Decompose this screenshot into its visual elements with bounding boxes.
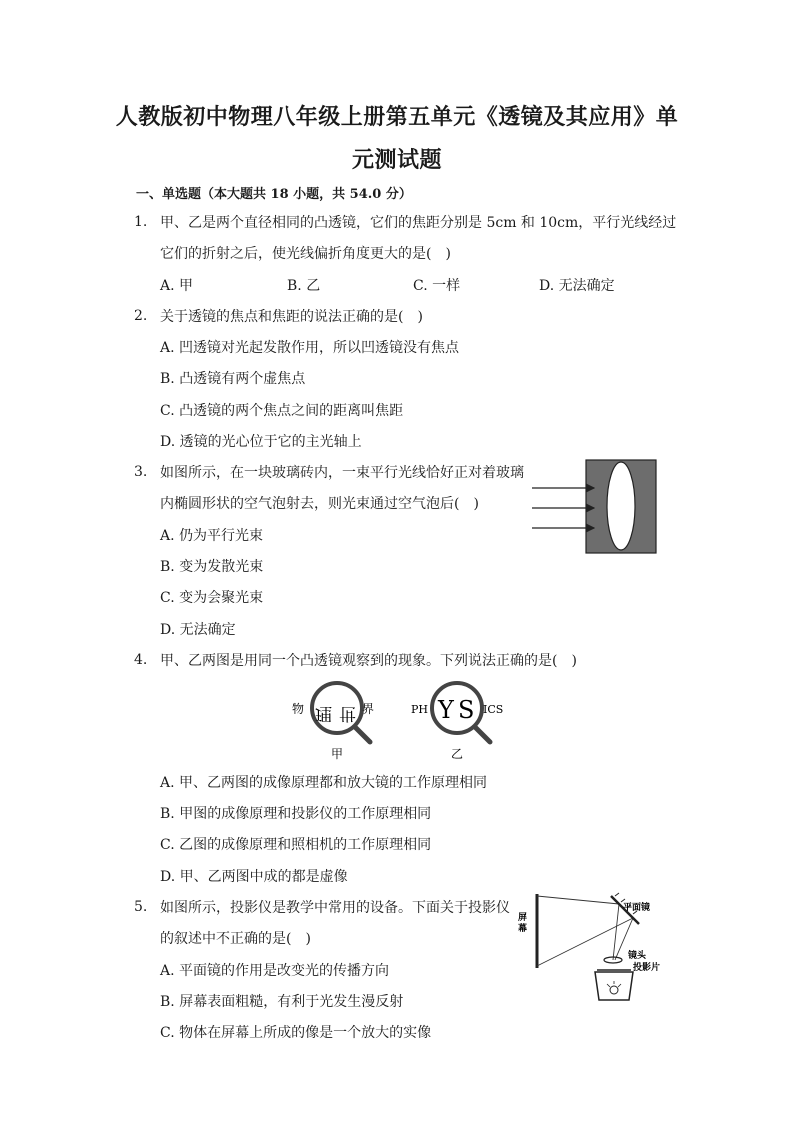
text-li-inverted: 理 [315, 703, 332, 723]
caption-jia: 甲 [331, 747, 344, 761]
option-d: D. 无法确定 [539, 278, 615, 294]
mirror-label: 平面镜 [623, 903, 651, 913]
option-d: D. 透镜的光心位于它的主光轴上 [160, 434, 362, 450]
text-wu: 物 [292, 702, 305, 716]
question-number: 1. [134, 214, 148, 230]
text-y: Y [438, 696, 454, 724]
option-c: C. 物体在屏幕上所成的像是一个放大的实像 [160, 1025, 432, 1041]
text-s: S [458, 696, 475, 724]
glass-block-figure [530, 458, 660, 556]
light-ray [537, 918, 633, 966]
question-text: 如图所示，投影仪是教学中常用的设备。下面关于投影仪 [160, 900, 510, 916]
question-text: 它们的折射之后，使光线偏折角度更大的是( ) [160, 246, 451, 262]
option-c: C. 乙图的成像原理和照相机的工作原理相同 [160, 837, 432, 853]
page-title-line2: 元测试题 [351, 147, 442, 173]
screen-label [518, 911, 530, 934]
question-text: 甲、乙是两个直径相同的凸透镜，它们的焦距分别是 5cm 和 10cm，平行光线经过 [160, 215, 677, 231]
text-jie: 界 [362, 702, 375, 716]
option-d: D. 甲、乙两图中成的都是虚像 [160, 869, 348, 885]
lamp [610, 986, 618, 994]
option-a: A. 甲、乙两图的成像原理都和放大镜的工作原理相同 [160, 775, 488, 791]
magnifier-handle [475, 727, 490, 742]
screen-label-char: 幕 [518, 924, 528, 934]
option-c: C. 凸透镜的两个焦点之间的距离叫焦距 [160, 403, 404, 419]
mirror-hatch [615, 893, 619, 896]
air-bubble [607, 462, 635, 550]
light-ray [537, 896, 619, 904]
question-text: 如图所示，在一块玻璃砖内，一束平行光线恰好正对着玻璃 [160, 465, 524, 481]
screen-label-char: 屏 [518, 913, 528, 923]
option-a: A. 凹透镜对光起发散作用，所以凹透镜没有焦点 [160, 340, 460, 356]
magnifier-figure [285, 676, 515, 766]
option-b: B. 乙 [287, 278, 321, 294]
text-shi-inverted: 世 [339, 703, 356, 723]
magnifier-right [411, 683, 503, 761]
mirror-hatch [621, 899, 625, 902]
lamp-ray [607, 984, 610, 987]
option-b: B. 甲图的成像原理和投影仪的工作原理相同 [160, 806, 432, 822]
option-c: C. 一样 [413, 278, 461, 294]
section-heading: 一、单选题（本大题共 18 小题，共 54.0 分） [136, 187, 412, 202]
option-d: D. 无法确定 [160, 622, 236, 638]
magnifier-handle [355, 727, 370, 742]
question-number: 2. [134, 308, 148, 324]
slide-label: 投影片 [633, 963, 661, 973]
option-c: C. 变为会聚光束 [160, 590, 264, 606]
question-number: 4. [134, 652, 148, 668]
question-text: 甲、乙两图是用同一个凸透镜观察到的现象。下列说法正确的是( ) [160, 653, 577, 669]
option-a: A. 平面镜的作用是改变光的传播方向 [160, 963, 390, 979]
lens-label: 镜头 [628, 951, 647, 961]
option-a: A. 甲 [160, 278, 194, 294]
text-ph: PH [411, 703, 428, 716]
question-text: 的叙述中不正确的是( ) [160, 931, 311, 947]
magnifier-left [292, 683, 374, 761]
question-text: 关于透镜的焦点和焦距的说法正确的是( ) [160, 309, 423, 325]
light-ray [613, 904, 619, 960]
question-number: 5. [134, 899, 148, 915]
caption-yi: 乙 [451, 747, 464, 761]
option-b: B. 凸透镜有两个虚焦点 [160, 371, 306, 387]
projector-figure [515, 888, 675, 1038]
option-b: B. 屏幕表面粗糙，有利于光发生漫反射 [160, 994, 404, 1010]
question-number: 3. [134, 464, 148, 480]
option-a: A. 仍为平行光束 [160, 528, 264, 544]
text-ics: ICS [483, 703, 504, 716]
lamp-ray [618, 984, 621, 987]
question-text: 内椭圆形状的空气泡射去，则光束通过空气泡后( ) [160, 496, 479, 512]
option-b: B. 变为发散光束 [160, 559, 264, 575]
page-title-line1: 人教版初中物理八年级上册第五单元《透镜及其应用》单 [115, 104, 679, 130]
